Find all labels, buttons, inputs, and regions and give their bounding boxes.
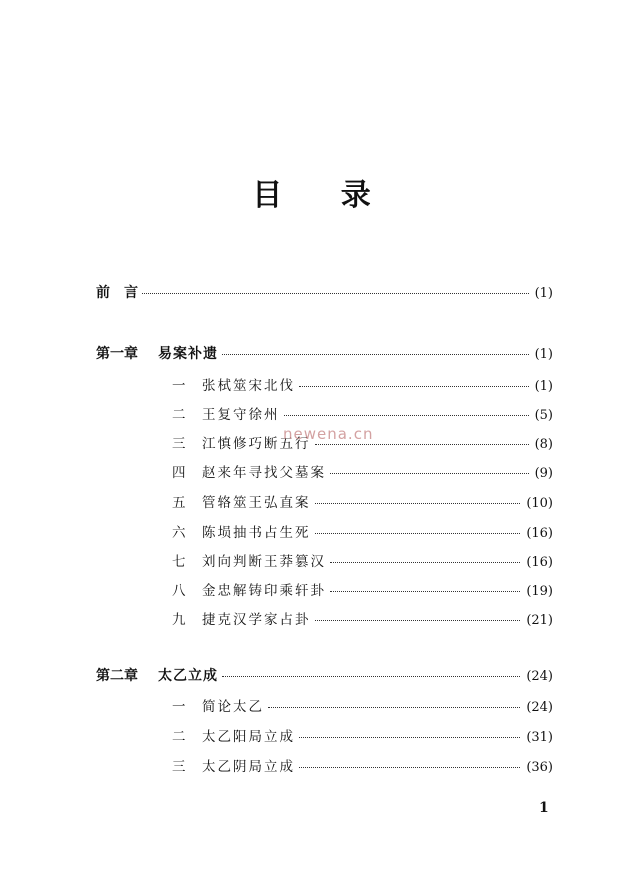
dot-leader [330,562,520,563]
dot-leader [268,707,520,708]
dot-leader [315,444,529,445]
watermark-text: newena.cn [283,425,374,443]
dot-leader [284,415,529,416]
entry-number: 第二章 [96,668,138,684]
toc-entry[interactable] [172,608,553,630]
entry-title: 陈埙抽书占生死 [202,525,311,541]
dot-leader [222,354,529,355]
dot-leader [142,293,529,294]
entry-page: (31) [526,730,553,745]
dot-leader [299,386,529,387]
entry-page: (19) [526,584,553,599]
entry-label: 前 言 [96,285,138,301]
entry-page: (1) [534,347,553,362]
toc-entry-chapter-1[interactable] [96,343,553,365]
entry-title: 金忠解铸印乘轩卦 [202,583,326,599]
toc-entry[interactable] [172,461,553,483]
toc-entry[interactable] [172,725,553,747]
entry-page: (24) [526,669,553,684]
entry-title: 王复守徐州 [202,407,280,423]
entry-number: 二 [172,407,186,423]
toc-entry-chapter-2[interactable] [96,665,553,687]
dot-leader [330,473,529,474]
entry-title: 赵来年寻找父墓案 [202,465,326,481]
toc-entry[interactable] [172,403,553,425]
entry-title: 太乙阳局立成 [202,729,295,745]
entry-page: (16) [526,526,553,541]
entry-title: 管辂筮王弘直案 [202,495,311,511]
toc-entry[interactable] [172,755,553,777]
entry-title: 张栻筮宋北伐 [202,378,295,394]
toc-entry[interactable] [172,579,553,601]
toc-entry-preface[interactable] [96,282,553,304]
entry-title: 江慎修巧断五行 [202,436,311,452]
entry-page: (24) [526,700,553,715]
entry-title: 太乙立成 [158,668,218,684]
entry-title: 简论太乙 [202,699,264,715]
entry-page: (8) [534,437,553,452]
dot-leader [222,676,520,677]
toc-entry[interactable] [172,491,553,513]
entry-number: 三 [172,759,186,775]
entry-number: 二 [172,729,186,745]
toc-entry[interactable] [172,695,553,717]
entry-page: (36) [526,760,553,775]
toc-entry[interactable] [172,521,553,543]
entry-number: 八 [172,583,186,599]
entry-number: 一 [172,699,186,715]
entry-number: 九 [172,612,186,628]
entry-page: (1) [534,286,553,301]
dot-leader [315,533,521,534]
entry-page: (5) [534,408,553,423]
entry-page: (1) [534,379,553,394]
entry-number: 六 [172,525,186,541]
entry-page: (21) [526,613,553,628]
entry-number: 一 [172,378,186,394]
entry-number: 五 [172,495,186,511]
entry-number: 七 [172,554,186,570]
entry-number: 三 [172,436,186,452]
dot-leader [299,737,520,738]
dot-leader [330,591,520,592]
dot-leader [299,767,520,768]
dot-leader [315,620,521,621]
entry-title: 刘向判断王莽篡汉 [202,554,326,570]
entry-title: 太乙阴局立成 [202,759,295,775]
page-number: 1 [539,800,549,816]
entry-number: 四 [172,465,186,481]
entry-page: (16) [526,555,553,570]
toc-entry[interactable] [172,374,553,396]
entry-page: (9) [534,466,553,481]
entry-number: 第一章 [96,346,138,362]
dot-leader [315,503,521,504]
entry-title: 易案补遗 [158,346,218,362]
toc-entry[interactable] [172,550,553,572]
page-title: 目 录 [252,178,395,213]
entry-title: 捷克汉学家占卦 [202,612,311,628]
entry-page: (10) [526,496,553,511]
